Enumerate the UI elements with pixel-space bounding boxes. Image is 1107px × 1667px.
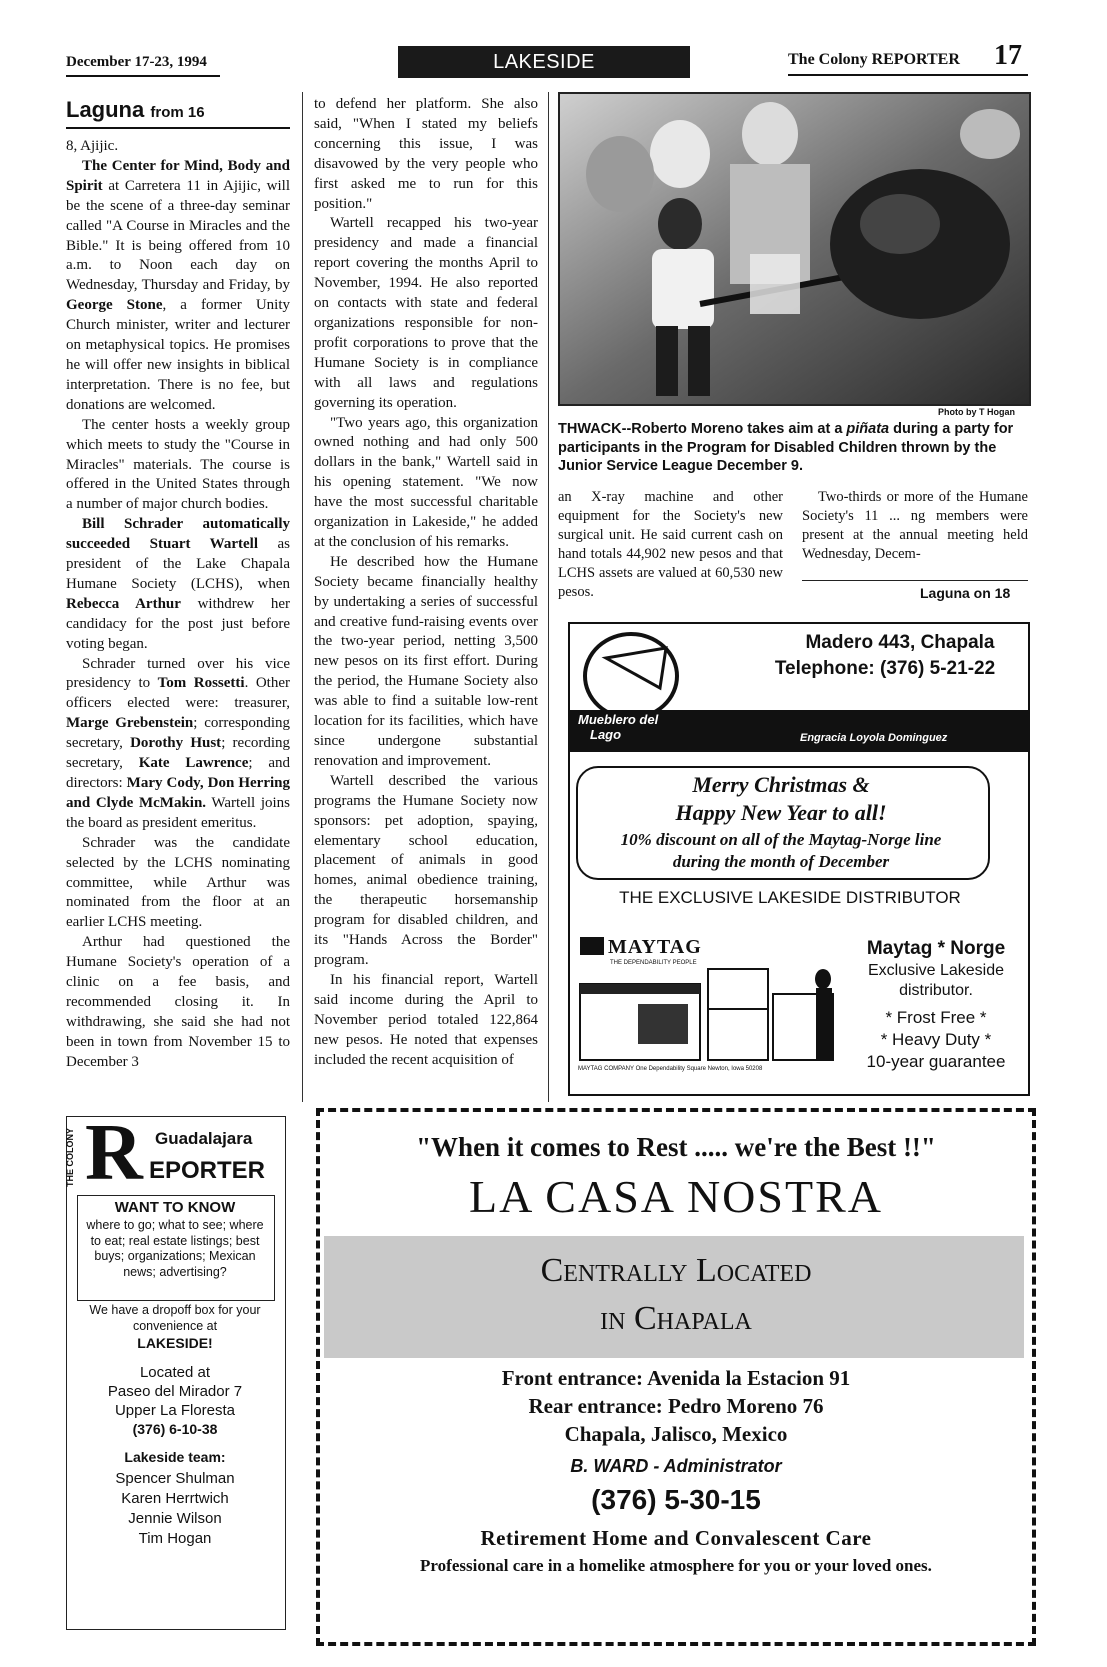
paragraph: "Two years ago, this organization owned nothing and had only 500 dollars in the bank," Wartell said in his opening statement. "We now have the most successful charitable organization in Lakeside," he added at the conclusion of his remarks. [314,414,538,550]
perk-frost-free: * Frost Free * [885,1008,987,1027]
casa-phone: (376) 5-30-15 [591,1484,761,1515]
team-member: Karen Herrtwich [121,1490,229,1507]
header-rule-right [788,74,1028,76]
reporter-big-r: R [85,1109,143,1197]
team-title: Lakeside team: [124,1449,226,1465]
mueblero-logo-icon [576,628,716,720]
lakeside-text: LAKESIDE! [137,1335,213,1351]
front-entrance: Front entrance: Avenida la Estacion 91 [501,1366,851,1390]
reporter-city: Guadalajara [155,1129,253,1148]
perk-guarantee: 10-year guarantee [866,1052,1006,1071]
article-column-3b: Two-thirds or more of the Humane Society's 11 ... ng members were present at the annual meeting held Wednesday, Decem- [802,489,1028,562]
colony-vertical-tag: THE COLONY [65,1127,75,1187]
paragraph: Schrader was the candidate selected by the LCHS nominating committee, while Arthur was nominated from the floor at an earlier LCHS meeting. [66,834,290,931]
jump-to: Laguna on 18 [920,585,1011,601]
team-member: Tim Hogan [138,1530,212,1547]
paragraph: Schrader turned over his vice presidency to Tom Rossetti. Other officers elected were: treasurer, Marge Grebenstein; corresponding secretary, Dorothy Hust; recording secretary, Kate Lawrence; and directors: Mary Cody, Don Herring and Clyde McMakin. Wartell joins the board as president emeritus. [66,655,291,831]
want-body: where to go; what to see; where to eat; real estate listings; best buys; organizations; Mexican news; advertising? [86,1218,264,1279]
team-member: Jennie Wilson [128,1510,222,1527]
casa-city: Chapala, Jalisco, Mexico [564,1422,788,1446]
location-block: Located at Paseo del Mirador 7 Upper La Floresta (376) 6-10-38 [107,1364,243,1437]
team-member: Spencer Shulman [115,1470,235,1487]
paragraph: Bill Schrader automatically succeeded Stuart Wartell as president of the Lake Chapala Humane Society (LCHS), when Rebecca Arthur withdrew her candidacy for the post just before voting began. [66,516,290,652]
store-name: Mueblero del Lago [578,712,659,742]
article-column-1 [66,137,290,1073]
maytag-m-icon [580,937,604,955]
casa-nostra-advertisement [316,1108,1036,1646]
jump-rule [66,127,290,129]
store-address: Madero 443, Chapala [805,632,995,653]
paragraph: The Center for Mind, Body and Spirit at Carretera 11 in Ajijic, will be the scene of a three-day seminar called "A Course in Miracles and the Bible." It is being offered from 10 a.m. to Noon each day on Wednesday, Thursday and Friday, by George Stone, a former Unity Church minister, writer and lecturer on metaphysical topics. He promises he will offer new insights in biblical interpretation. There is no fee, but donations are welcomed. [66,157,290,413]
maytag-brand-logo: MAYTAG [580,936,702,959]
jump-title: Laguna [66,97,145,122]
maytag-tagline: THE DEPENDABILITY PEOPLE [610,960,697,966]
store-phone: Telephone: (376) 5-21-22 [774,658,996,679]
maytag-advertisement [568,622,1030,1096]
section-banner: LAKESIDE [398,46,690,78]
page-number: 17 [994,40,1022,71]
casa-tagline: Professional care in a homelike atmosphere for you or your loved ones. [420,1556,932,1575]
want-title: WANT TO KNOW [114,1199,236,1216]
maytag-fine-print: MAYTAG COMPANY One Dependability Square Newton, Iowa 50208 [578,1066,763,1072]
header-rule-left [66,75,220,77]
brands: Maytag * Norge [866,938,1006,959]
article-column-2 [314,95,538,1070]
reporter-name: EPORTER [149,1157,266,1184]
pinata-photo [558,92,1031,406]
discount-line-2: during the month of December [672,852,890,871]
paragraph: Arthur had questioned the Humane Society's operation of a clinic on a fee basis, and recommended closing it. In withdrawing, she said she had not been in town from November 15 to December 3 [66,934,290,1070]
paragraph: In his financial report, Wartell said income during the April to November period totaled 122,864 new pesos. He noted that expenses included the recent acquisition of [314,971,538,1068]
rear-entrance: Rear entrance: Pedro Moreno 76 [528,1394,824,1418]
issue-date: December 17-23, 1994 [66,54,207,70]
casa-slogan: "When it comes to Rest ..... we're the Best !!" [416,1132,936,1162]
distributor-line: THE EXCLUSIVE LAKESIDE DISTRIBUTOR [619,888,961,907]
greeting-line-2: Happy New Year to all! [675,800,887,825]
paper-name: The Colony REPORTER [788,51,960,68]
casa-type: Retirement Home and Convalescent Care [480,1526,872,1550]
exclusive-line-1: Exclusive Lakeside [867,962,1005,979]
discount-line-1: 10% discount on all of the Maytag-Norge line [620,830,942,849]
jump-headline [66,97,205,123]
article-column-3a: an X-ray machine and other equipment for the Society's new surgical unit. He said current cash on hand totals 44,902 new pesos and that LCHS assets are valued at 60,530 new pesos. [558,489,783,600]
column-divider [548,92,549,1102]
paragraph: to defend her platform. She also said, "When I stated my beliefs concerning this issue, I was disavowed by the very people who first asked me to run for this position." [314,96,538,212]
perk-heavy-duty: * Heavy Duty * [880,1030,992,1049]
photo-credit: Photo by T Hogan [938,407,1015,417]
paragraph: He described how the Humane Society became financially healthy by undertaking a series of successful and creative fund-raising events over the two-year period, netting 3,500 new pesos on its first effort. During the period, the Humane Society also was able to find a suitable low-rent location for its facilities, which have since undergone substantial renovation and improvement. [314,553,538,769]
reporter-promo-box [65,1109,286,1630]
band-line-1: Centrally Located [540,1252,812,1289]
band-line-2: in Chapala [600,1300,752,1337]
photo-caption: THWACK--Roberto Moreno takes aim at a piñata during a party for participants in the Program for Disabled Children thrown by the Junior Service League December 9. [558,421,1014,474]
greeting-line-1: Merry Christmas & [692,772,870,797]
casa-name: LA CASA NOSTRA [469,1171,883,1222]
appliance-illustration-icon [578,964,840,1064]
jump-from: from 16 [150,104,205,121]
paragraph: 8, Ajijic. [66,138,119,154]
casa-admin: B. WARD - Administrator [570,1456,782,1476]
column-divider [302,92,303,1102]
jump-rule [802,580,1028,581]
dropoff-text: We have a dropoff box for your convenience at [89,1303,261,1333]
exclusive-line-2: distributor. [899,982,973,999]
photo-image [560,94,1029,404]
paragraph: The center hosts a weekly group which meets to study the "Course in Miracles" materials. The course is offered in the United States through a number of major church bodies. [66,416,290,513]
paragraph: Wartell recapped his two-year presidency and made a financial report covering the months April to November, 1994. He also reported on contacts with state and federal organizations responsible for non-profit corporations to prove that the Humane Society is in compliance with all laws and regulations governing its operation. [314,215,538,411]
owner-name: Engracia Loyola Dominguez [800,732,948,744]
paragraph: Wartell described the various programs the Humane Society now sponsors: pet adoption, spaying, elementary school education, placement of animals in good homes, animal obedience training, the therapeutic horsemanship program for disabled children, and its "Hands Across the Border" program. [314,772,538,968]
team-list [77,1469,273,1549]
